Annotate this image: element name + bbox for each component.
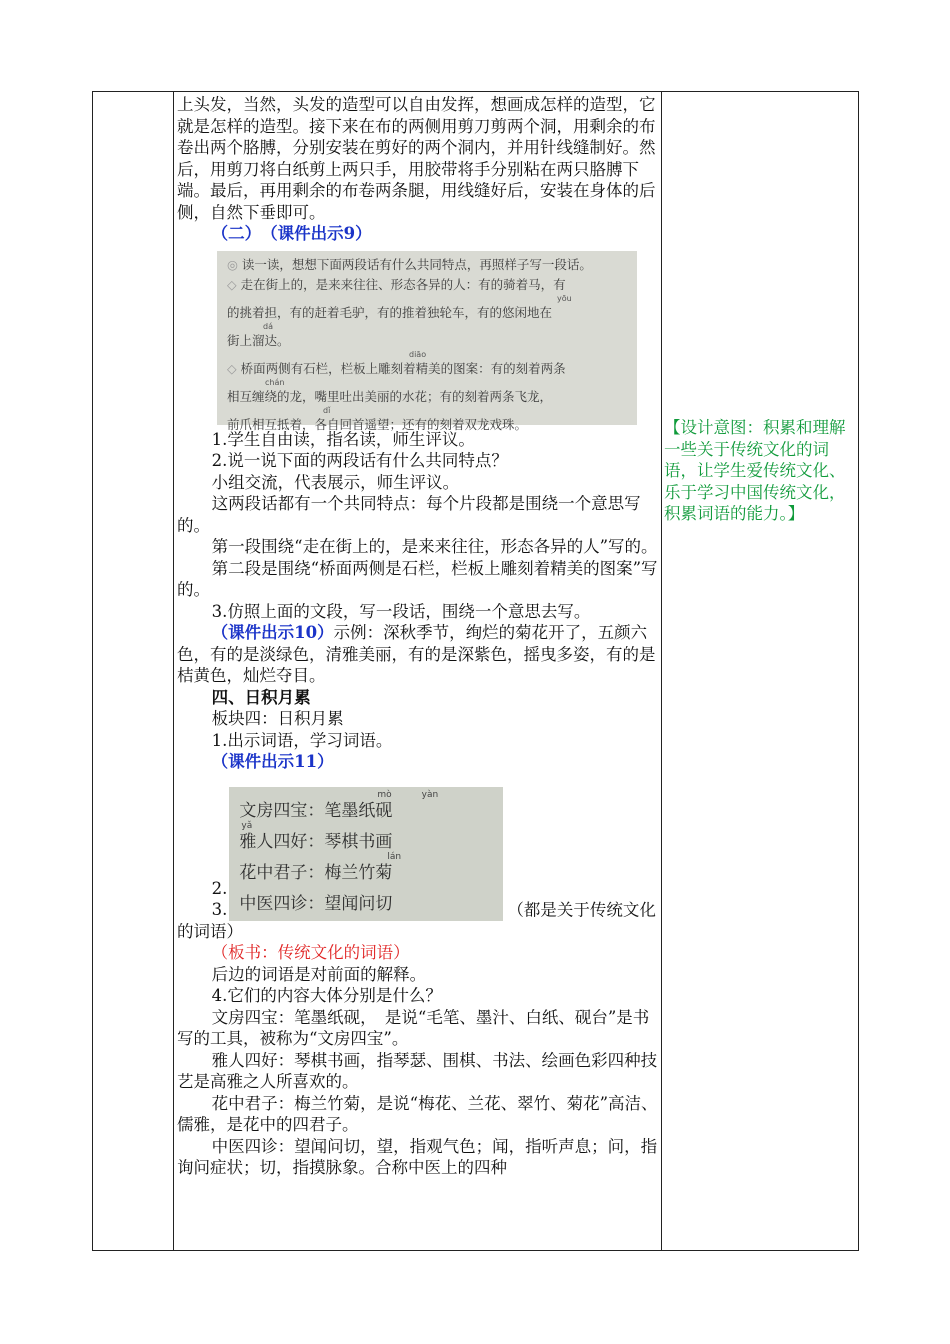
- example-paragraph: [177, 622, 658, 687]
- photo-para1-line2: 的挑着担，有的赶着毛驴，有的推着独轮车，有的悠闲地在: [227, 304, 553, 320]
- number-two: 2.: [211, 878, 228, 898]
- line-chinese-medicine: 中医四诊：望闻问切，望，指观气色；闻，指听声息；问，指询问症状；切，指摸脉象。合称中医上的四种: [177, 1136, 658, 1177]
- after-photo-note: （都是关于传统文化的词语）: [177, 900, 656, 941]
- paragraph-making-doll: 上头发，当然，头发的造型可以自由发挥，想画成怎样的造型，它就是怎样的造型。接下来在布的两侧用剪刀剪两个洞，用剩余的布卷出两个胳膊，分别安装在剪好的两个洞内，并用针线缝制好。然后，用剪刀将白纸剪上两只手，用胶带将手分别粘在两只胳膊下端。最后，再用剩余的布卷两条腿，用线缝好后，安装在身体的后侧，自然下垂即可。: [177, 95, 656, 222]
- pinyin-da: dá: [263, 321, 273, 331]
- photo-para1-line3: 街上溜达。: [227, 332, 290, 348]
- line-read: 1.学生自由读，指名读，师生评议。: [211, 429, 475, 449]
- left-empty-column: [93, 92, 174, 1251]
- line-first-paragraph: 第一段围绕“走在街上的，是来来往往，形态各异的人”写的。: [211, 537, 658, 556]
- pinyin-lan: lán: [387, 851, 402, 862]
- idiom-row-1: 文房四宝：笔墨纸砚: [239, 800, 393, 821]
- textbook-photo-idioms: [229, 787, 503, 921]
- photo-instruction: ◎ 读一读，想想下面两段话有什么共同特点，再照样子写一段话。: [227, 256, 592, 272]
- step-one: 1.出示词语，学习词语。: [211, 730, 393, 750]
- design-intent-column: [662, 92, 859, 1251]
- line-flower-gentlemen: 花中君子：梅兰竹菊，是说“梅花、兰花、翠竹、菊花”高洁、儒雅，是花中的四君子。: [177, 1093, 658, 1134]
- section-four-heading: 四、日积月累: [211, 687, 311, 707]
- line-explain: 后边的词语是对前面的解释。: [211, 964, 427, 984]
- pinyin-ya: yǎ: [241, 820, 253, 831]
- pinyin-di: dǐ: [323, 405, 331, 415]
- line-elegant-hobbies: 雅人四好：琴棋书画，指琴瑟、围棋、书法、绘画色彩四种技艺是高雅之人所喜欢的。: [177, 1050, 658, 1091]
- pinyin-mo: mò: [377, 789, 392, 800]
- design-intent-text: 【设计意图：积累和理解一些关于传统文化的词语，让学生爱传统文化、乐于学习中国传统文化，积累词语的能力。】: [664, 418, 846, 523]
- example-text: 示例：深秋季节，绚烂的菊花开了，五颜六色，有的是淡绿色，清雅美丽，有的是深紫色，摇曳多姿，有的是桔黄色，灿烂夺目。: [177, 623, 656, 685]
- pinyin-you: yōu: [557, 293, 572, 303]
- courseware-10-label: （课件出示10）: [211, 623, 334, 642]
- photo-para2-line2: 相互缠绕的龙，嘴里吐出美丽的水花；有的刻着两条飞龙，: [227, 388, 553, 404]
- step-four: 4.它们的内容大体分别是什么？: [211, 986, 442, 1005]
- board-note: （板书：传统文化的词语）: [211, 943, 410, 962]
- textbook-photo-reading: ◎ 读一读，想想下面两段话有什么共同特点，再照样子写一段话。 ◇ 走在街上的，是来来往往、形态各异的人：有的骑着马，有 yōu 的挑着担，有的赶着毛驴，有的推着独轮车，有的悠闲地在 dá 街上溜达。 diāo ◇ 桥面两侧有石栏，栏板上雕刻着精美的图案：有的刻着两条 chán 相互缠绕的龙，嘴里吐出美丽的水花；有的刻着两条飞龙， dǐ 前爪相互抵着，各自回首遥望；还有的刻着双龙戏珠。: [217, 251, 637, 425]
- teaching-process-column: [174, 92, 662, 1251]
- idiom-row-3: 花中君子：梅兰竹菊: [239, 862, 393, 883]
- line-common-feature: 这两段话都有一个共同特点：每个片段都是围绕一个意思写的。: [177, 494, 641, 535]
- photo-row: [177, 787, 658, 943]
- section-two-heading: （二） （课件出示9）: [211, 224, 372, 243]
- lesson-plan-table: [92, 91, 859, 1251]
- photo-para2-line3: 前爪相互抵着，各自回首遥望；还有的刻着双龙戏珠。: [227, 416, 528, 432]
- photo-para2-line1: 桥面两侧有石栏，栏板上雕刻着精美的图案：有的刻着两条: [240, 360, 566, 376]
- idiom-row-2: 雅人四好：琴棋书画: [239, 831, 393, 852]
- pinyin-chan: chán: [265, 377, 285, 387]
- line-study-treasures: 文房四宝：笔墨纸砚， 是说“毛笔、墨汁、白纸、砚台”是书写的工具，被称为“文房四宝”。: [177, 1007, 650, 1048]
- idiom-row-4: 中医四诊：望闻问切: [239, 893, 393, 914]
- line-group-exchange: 小组交流，代表展示，师生评议。: [211, 472, 460, 492]
- photo-para1-line1: 走在街上的，是来来往往、形态各异的人：有的骑着马，有: [240, 276, 566, 292]
- number-three: 3.: [211, 900, 228, 919]
- line-imitate: 3.仿照上面的文段，写一段话，围绕一个意思去写。: [211, 601, 591, 621]
- pinyin-yan: yàn: [421, 789, 439, 800]
- board-four: 板块四：日积月累: [211, 709, 344, 728]
- courseware-11-label: （课件出示11）: [211, 752, 334, 771]
- pinyin-diao: diāo: [409, 349, 427, 359]
- line-second-paragraph: 第二段是围绕“桥面两侧是石栏，栏板上雕刻着精美的图案”写的。: [177, 558, 658, 599]
- line-discuss-question: 2.说一说下面的两段话有什么共同特点？: [211, 451, 508, 470]
